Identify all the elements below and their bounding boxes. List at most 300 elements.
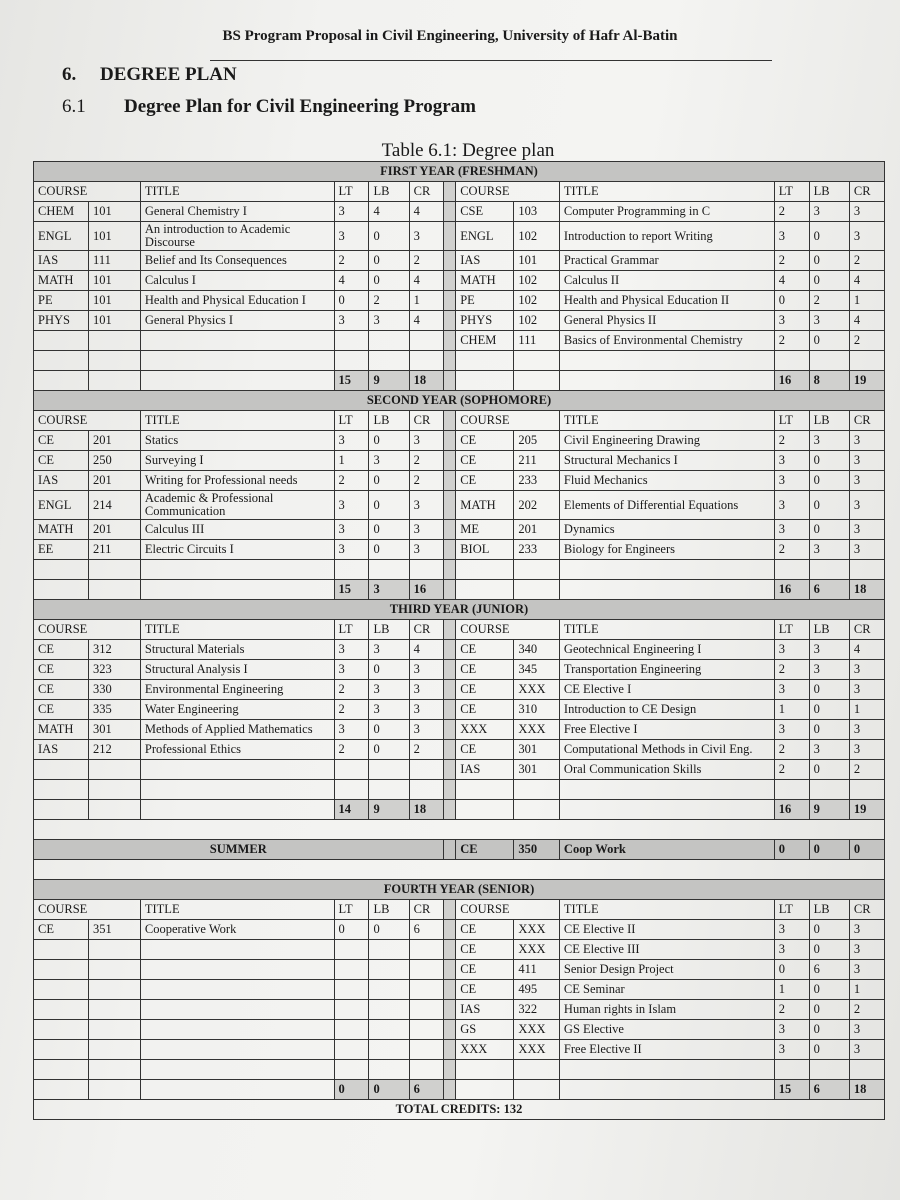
course-dept: MATH bbox=[34, 271, 89, 291]
empty-cell bbox=[369, 1040, 409, 1060]
course-row bbox=[34, 960, 885, 980]
empty-cell bbox=[140, 780, 334, 800]
course-number: XXX bbox=[514, 720, 560, 740]
empty-cell bbox=[89, 580, 141, 600]
course-dept: CHEM bbox=[456, 331, 514, 351]
column-separator bbox=[443, 900, 456, 920]
course-dept: CE bbox=[456, 920, 514, 940]
course-number: XXX bbox=[514, 940, 560, 960]
course-lt: 3 bbox=[774, 491, 809, 520]
course-number: 101 bbox=[89, 202, 141, 222]
course-row bbox=[34, 640, 885, 660]
course-number: 212 bbox=[89, 740, 141, 760]
course-number: 102 bbox=[514, 311, 560, 331]
course-lt: 0 bbox=[774, 291, 809, 311]
course-cr: 3 bbox=[849, 680, 884, 700]
empty-cell bbox=[89, 351, 141, 371]
empty-cell bbox=[89, 780, 141, 800]
course-row bbox=[34, 1040, 885, 1060]
course-dept: CE bbox=[456, 640, 514, 660]
course-dept: ENGL bbox=[34, 222, 89, 251]
empty-cell bbox=[774, 351, 809, 371]
course-lb: 0 bbox=[809, 451, 849, 471]
col-lt: LT bbox=[334, 900, 369, 920]
course-cr: 3 bbox=[849, 660, 884, 680]
course-dept: PE bbox=[34, 291, 89, 311]
course-title: Basics of Environmental Chemistry bbox=[559, 331, 774, 351]
course-row bbox=[34, 1000, 885, 1020]
course-lt: 3 bbox=[774, 940, 809, 960]
course-row bbox=[34, 980, 885, 1000]
course-lb: 0 bbox=[809, 1040, 849, 1060]
course-dept: IAS bbox=[456, 251, 514, 271]
course-title: Elements of Differential Equations bbox=[559, 491, 774, 520]
course-cr: 3 bbox=[849, 491, 884, 520]
course-lt: 3 bbox=[334, 720, 369, 740]
course-row bbox=[34, 222, 885, 251]
course-lb: 0 bbox=[809, 331, 849, 351]
course-number: 101 bbox=[89, 222, 141, 251]
empty-cell bbox=[369, 1060, 409, 1080]
course-dept: IAS bbox=[34, 471, 89, 491]
semester-total-row bbox=[34, 371, 885, 391]
course-lt: 2 bbox=[774, 331, 809, 351]
course-cr: 3 bbox=[849, 1040, 884, 1060]
course-dept: CE bbox=[456, 740, 514, 760]
empty-cell bbox=[809, 560, 849, 580]
course-number: 411 bbox=[514, 960, 560, 980]
course-cr: 3 bbox=[409, 720, 443, 740]
year-heading-row bbox=[34, 600, 885, 620]
empty-cell bbox=[849, 780, 884, 800]
course-dept: CE bbox=[456, 940, 514, 960]
course-title: Civil Engineering Drawing bbox=[559, 431, 774, 451]
course-lt: 3 bbox=[334, 431, 369, 451]
total-value: 3 bbox=[369, 580, 409, 600]
col-title: TITLE bbox=[140, 620, 334, 640]
year-heading-row bbox=[34, 391, 885, 411]
course-dept: CE bbox=[34, 431, 89, 451]
column-separator bbox=[443, 620, 456, 640]
course-number: 201 bbox=[514, 520, 560, 540]
total-value: 8 bbox=[809, 371, 849, 391]
course-number: 202 bbox=[514, 491, 560, 520]
empty-cell bbox=[140, 351, 334, 371]
course-dept: MATH bbox=[34, 720, 89, 740]
col-title: TITLE bbox=[140, 411, 334, 431]
total-value: 16 bbox=[774, 800, 809, 820]
course-cr: 0 bbox=[849, 840, 884, 860]
column-separator bbox=[443, 1000, 456, 1020]
course-lb: 4 bbox=[369, 202, 409, 222]
course-cr: 3 bbox=[849, 740, 884, 760]
empty-cell bbox=[334, 980, 369, 1000]
course-row bbox=[34, 491, 885, 520]
empty-cell bbox=[140, 1040, 334, 1060]
course-title: Health and Physical Education II bbox=[559, 291, 774, 311]
total-value: 15 bbox=[334, 371, 369, 391]
empty-cell bbox=[809, 780, 849, 800]
course-lt: 2 bbox=[774, 540, 809, 560]
course-title: Academic & Professional Communication bbox=[140, 491, 334, 520]
course-cr: 3 bbox=[849, 960, 884, 980]
course-cr: 3 bbox=[409, 680, 443, 700]
course-cr: 3 bbox=[409, 540, 443, 560]
course-number: 233 bbox=[514, 540, 560, 560]
total-value: 0 bbox=[334, 1080, 369, 1100]
subsection-title: Degree Plan for Civil Engineering Program bbox=[124, 96, 476, 117]
course-number: 101 bbox=[89, 271, 141, 291]
course-lb: 3 bbox=[369, 451, 409, 471]
empty-cell bbox=[34, 800, 89, 820]
course-lb: 0 bbox=[809, 700, 849, 720]
course-cr: 2 bbox=[849, 331, 884, 351]
col-cr: CR bbox=[849, 182, 884, 202]
course-cr: 3 bbox=[849, 1020, 884, 1040]
column-separator bbox=[443, 1040, 456, 1060]
column-separator bbox=[443, 411, 456, 431]
col-lt: LT bbox=[334, 411, 369, 431]
course-title: Free Elective II bbox=[559, 1040, 774, 1060]
course-number: 301 bbox=[89, 720, 141, 740]
course-title: Methods of Applied Mathematics bbox=[140, 720, 334, 740]
col-course: COURSE bbox=[34, 182, 141, 202]
course-dept: ENGL bbox=[34, 491, 89, 520]
course-lb: 3 bbox=[809, 202, 849, 222]
empty-cell bbox=[559, 560, 774, 580]
course-cr: 1 bbox=[849, 980, 884, 1000]
empty-cell bbox=[34, 960, 89, 980]
total-credits: TOTAL CREDITS: 132 bbox=[34, 1100, 885, 1120]
semester-total-row bbox=[34, 800, 885, 820]
course-lt: 3 bbox=[774, 680, 809, 700]
course-cr: 3 bbox=[849, 920, 884, 940]
course-dept: XXX bbox=[456, 720, 514, 740]
course-number: 101 bbox=[89, 311, 141, 331]
course-row bbox=[34, 920, 885, 940]
course-lb: 0 bbox=[809, 720, 849, 740]
col-lt: LT bbox=[774, 900, 809, 920]
course-lt: 3 bbox=[334, 311, 369, 331]
empty-cell bbox=[34, 1060, 89, 1080]
column-separator bbox=[443, 371, 456, 391]
empty-cell bbox=[140, 940, 334, 960]
empty-cell bbox=[140, 1000, 334, 1020]
empty-cell bbox=[34, 780, 89, 800]
course-number: 340 bbox=[514, 640, 560, 660]
course-row bbox=[34, 251, 885, 271]
course-dept: CE bbox=[456, 431, 514, 451]
empty-cell bbox=[559, 351, 774, 371]
course-title: General Physics I bbox=[140, 311, 334, 331]
semester-total-row bbox=[34, 1080, 885, 1100]
empty-cell bbox=[140, 980, 334, 1000]
empty-cell bbox=[809, 1060, 849, 1080]
course-number: 214 bbox=[89, 491, 141, 520]
empty-cell bbox=[409, 940, 443, 960]
course-lt: 3 bbox=[774, 920, 809, 940]
column-separator bbox=[443, 491, 456, 520]
course-row bbox=[34, 940, 885, 960]
course-number: 201 bbox=[89, 431, 141, 451]
course-cr: 1 bbox=[409, 291, 443, 311]
course-row bbox=[34, 520, 885, 540]
course-lb: 0 bbox=[809, 222, 849, 251]
course-dept: CHEM bbox=[34, 202, 89, 222]
empty-cell bbox=[514, 800, 560, 820]
course-lb: 3 bbox=[809, 660, 849, 680]
course-title: Free Elective I bbox=[559, 720, 774, 740]
course-number: 102 bbox=[514, 222, 560, 251]
course-row bbox=[34, 760, 885, 780]
course-cr: 4 bbox=[409, 640, 443, 660]
course-cr: 4 bbox=[849, 640, 884, 660]
course-lb: 3 bbox=[809, 311, 849, 331]
year-heading-row bbox=[34, 880, 885, 900]
course-number: 205 bbox=[514, 431, 560, 451]
course-row bbox=[34, 1020, 885, 1040]
empty-cell bbox=[456, 580, 514, 600]
total-value: 16 bbox=[774, 580, 809, 600]
empty-cell bbox=[559, 1080, 774, 1100]
course-row bbox=[34, 291, 885, 311]
empty-cell bbox=[849, 1060, 884, 1080]
col-lt: LT bbox=[774, 411, 809, 431]
col-cr: CR bbox=[409, 182, 443, 202]
course-lb: 6 bbox=[809, 960, 849, 980]
course-cr: 2 bbox=[409, 251, 443, 271]
year-heading: FIRST YEAR (FRESHMAN) bbox=[34, 162, 885, 182]
empty-cell bbox=[409, 1020, 443, 1040]
degree-plan-table bbox=[33, 161, 885, 1120]
course-lb: 0 bbox=[809, 980, 849, 1000]
course-lb: 0 bbox=[809, 520, 849, 540]
column-separator bbox=[443, 580, 456, 600]
summer-label: SUMMER bbox=[34, 840, 444, 860]
section-title: DEGREE PLAN bbox=[100, 64, 237, 85]
course-lt: 0 bbox=[774, 960, 809, 980]
course-lb: 0 bbox=[809, 920, 849, 940]
column-separator bbox=[443, 351, 456, 371]
total-value: 18 bbox=[409, 371, 443, 391]
col-cr: CR bbox=[409, 900, 443, 920]
course-lt: 3 bbox=[334, 520, 369, 540]
empty-cell bbox=[456, 1060, 514, 1080]
course-dept: BIOL bbox=[456, 540, 514, 560]
course-number: 101 bbox=[89, 291, 141, 311]
course-number: 111 bbox=[514, 331, 560, 351]
grand-total-row bbox=[34, 1100, 885, 1120]
course-title: Surveying I bbox=[140, 451, 334, 471]
column-header-row bbox=[34, 900, 885, 920]
course-cr: 2 bbox=[409, 451, 443, 471]
spacer-row bbox=[34, 860, 885, 880]
course-number: 495 bbox=[514, 980, 560, 1000]
total-value: 9 bbox=[809, 800, 849, 820]
empty-cell bbox=[809, 351, 849, 371]
course-lb: 0 bbox=[369, 660, 409, 680]
total-value: 9 bbox=[369, 800, 409, 820]
course-dept: ENGL bbox=[456, 222, 514, 251]
course-lt: 2 bbox=[774, 760, 809, 780]
empty-cell bbox=[514, 780, 560, 800]
course-row bbox=[34, 311, 885, 331]
total-value: 6 bbox=[409, 1080, 443, 1100]
col-lt: LT bbox=[334, 182, 369, 202]
empty-cell bbox=[34, 580, 89, 600]
course-title: Calculus II bbox=[559, 271, 774, 291]
course-title: Environmental Engineering bbox=[140, 680, 334, 700]
empty-cell bbox=[34, 351, 89, 371]
course-lb: 3 bbox=[369, 680, 409, 700]
course-cr: 4 bbox=[409, 311, 443, 331]
empty-cell bbox=[34, 980, 89, 1000]
course-lt: 1 bbox=[334, 451, 369, 471]
course-title: Coop Work bbox=[559, 840, 774, 860]
course-row bbox=[34, 451, 885, 471]
total-value: 14 bbox=[334, 800, 369, 820]
header-rule bbox=[210, 60, 772, 61]
course-title: Fluid Mechanics bbox=[559, 471, 774, 491]
empty-cell bbox=[140, 1080, 334, 1100]
course-cr: 4 bbox=[409, 202, 443, 222]
empty-cell bbox=[774, 560, 809, 580]
total-value: 15 bbox=[774, 1080, 809, 1100]
course-row bbox=[34, 540, 885, 560]
course-lb: 3 bbox=[369, 700, 409, 720]
course-row bbox=[34, 1060, 885, 1080]
course-title: Introduction to CE Design bbox=[559, 700, 774, 720]
course-lb: 0 bbox=[809, 680, 849, 700]
empty-cell bbox=[409, 560, 443, 580]
empty-cell bbox=[140, 560, 334, 580]
course-title: Biology for Engineers bbox=[559, 540, 774, 560]
course-lt: 0 bbox=[774, 840, 809, 860]
course-lb: 0 bbox=[809, 1020, 849, 1040]
empty-cell bbox=[369, 351, 409, 371]
column-separator bbox=[443, 451, 456, 471]
course-lt: 2 bbox=[334, 740, 369, 760]
column-separator bbox=[443, 471, 456, 491]
course-row bbox=[34, 720, 885, 740]
course-number: 111 bbox=[89, 251, 141, 271]
course-lt: 1 bbox=[774, 700, 809, 720]
course-title: Structural Materials bbox=[140, 640, 334, 660]
column-separator bbox=[443, 940, 456, 960]
empty-cell bbox=[334, 960, 369, 980]
course-row bbox=[34, 740, 885, 760]
total-value: 18 bbox=[849, 1080, 884, 1100]
course-number: 345 bbox=[514, 660, 560, 680]
course-cr: 4 bbox=[849, 271, 884, 291]
course-dept: IAS bbox=[456, 760, 514, 780]
empty-cell bbox=[34, 940, 89, 960]
empty-cell bbox=[369, 980, 409, 1000]
empty-cell bbox=[514, 351, 560, 371]
empty-cell bbox=[34, 1040, 89, 1060]
course-number: 323 bbox=[89, 660, 141, 680]
course-cr: 4 bbox=[849, 311, 884, 331]
course-title: Geotechnical Engineering I bbox=[559, 640, 774, 660]
course-dept: CE bbox=[34, 700, 89, 720]
empty-cell bbox=[89, 1000, 141, 1020]
column-separator bbox=[443, 331, 456, 351]
course-title: Water Engineering bbox=[140, 700, 334, 720]
course-lb: 3 bbox=[369, 311, 409, 331]
total-value: 9 bbox=[369, 371, 409, 391]
course-cr: 3 bbox=[849, 540, 884, 560]
course-number: 201 bbox=[89, 471, 141, 491]
course-number: 330 bbox=[89, 680, 141, 700]
total-value: 16 bbox=[409, 580, 443, 600]
course-title: Computer Programming in C bbox=[559, 202, 774, 222]
column-separator bbox=[443, 640, 456, 660]
course-number: XXX bbox=[514, 920, 560, 940]
col-course: COURSE bbox=[456, 182, 560, 202]
course-cr: 4 bbox=[409, 271, 443, 291]
course-number: 351 bbox=[89, 920, 141, 940]
empty-cell bbox=[369, 760, 409, 780]
course-lt: 4 bbox=[774, 271, 809, 291]
course-cr: 2 bbox=[409, 740, 443, 760]
year-heading: FOURTH YEAR (SENIOR) bbox=[34, 880, 885, 900]
column-separator bbox=[443, 840, 456, 860]
empty-cell bbox=[89, 760, 141, 780]
empty-cell bbox=[559, 800, 774, 820]
col-lb: LB bbox=[809, 411, 849, 431]
course-cr: 3 bbox=[409, 700, 443, 720]
course-title: Calculus III bbox=[140, 520, 334, 540]
course-dept: CE bbox=[34, 920, 89, 940]
course-cr: 3 bbox=[409, 431, 443, 451]
section-number: 6. bbox=[62, 64, 77, 85]
course-dept: PHYS bbox=[456, 311, 514, 331]
course-cr: 1 bbox=[849, 291, 884, 311]
course-row bbox=[34, 202, 885, 222]
course-lt: 3 bbox=[334, 540, 369, 560]
course-number: 211 bbox=[89, 540, 141, 560]
empty-cell bbox=[514, 371, 560, 391]
empty-cell bbox=[89, 371, 141, 391]
year-heading: THIRD YEAR (JUNIOR) bbox=[34, 600, 885, 620]
empty-cell bbox=[774, 1060, 809, 1080]
empty-cell bbox=[89, 331, 141, 351]
empty-cell bbox=[334, 331, 369, 351]
course-title: Senior Design Project bbox=[559, 960, 774, 980]
total-value: 6 bbox=[809, 1080, 849, 1100]
course-number: XXX bbox=[514, 1040, 560, 1060]
course-lt: 0 bbox=[334, 920, 369, 940]
course-row bbox=[34, 471, 885, 491]
course-title: General Physics II bbox=[559, 311, 774, 331]
course-title: Electric Circuits I bbox=[140, 540, 334, 560]
col-lb: LB bbox=[369, 620, 409, 640]
empty-cell bbox=[369, 780, 409, 800]
column-separator bbox=[443, 1060, 456, 1080]
course-dept: CSE bbox=[456, 202, 514, 222]
course-lb: 0 bbox=[369, 471, 409, 491]
empty-cell bbox=[140, 580, 334, 600]
course-lt: 3 bbox=[334, 640, 369, 660]
course-row bbox=[34, 660, 885, 680]
empty-cell bbox=[849, 351, 884, 371]
empty-cell bbox=[34, 371, 89, 391]
course-number: 103 bbox=[514, 202, 560, 222]
course-dept: EE bbox=[34, 540, 89, 560]
empty-cell bbox=[456, 351, 514, 371]
course-title: Cooperative Work bbox=[140, 920, 334, 940]
course-title: Transportation Engineering bbox=[559, 660, 774, 680]
